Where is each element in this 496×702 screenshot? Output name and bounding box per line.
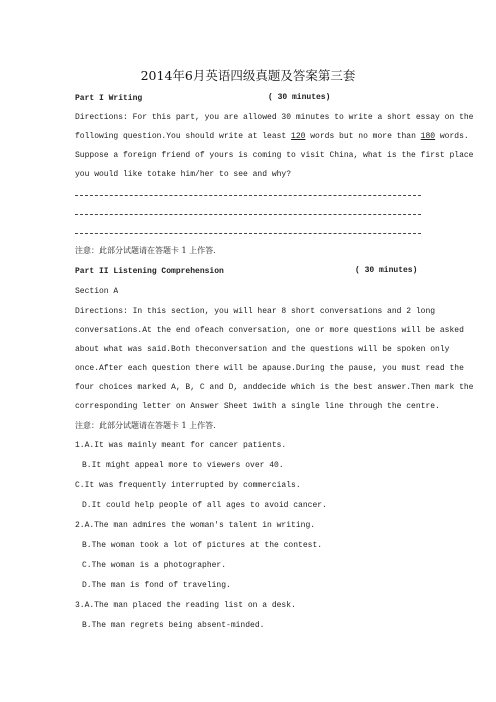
answer-line-3 [75, 233, 421, 234]
part2-directions-line4: once.After each question there will be apause.During the pause, you must read the [75, 364, 464, 373]
question-2-option-d: D.The man is fond of traveling. [82, 581, 231, 590]
question-3-option-b: B.The man regrets being absent-minded. [82, 621, 265, 630]
part2-note: 注意：此部分试题请在答题卡 1 上作答. [75, 421, 216, 430]
question-1-option-c: C.It was frequently interrupted by commercials. [75, 481, 301, 490]
part2-directions-line6: corresponding letter on Answer Sheet 1with a single line through the centre. [75, 402, 440, 411]
part2-heading: Part II Listening Comprehension [75, 267, 224, 276]
part2-directions-line5: four choices marked A, B, C and D, anddecide which is the best answer.Then mark the [75, 383, 474, 392]
question-1-option-d: D.It could help people of all ages to avoid cancer. [82, 501, 327, 510]
answer-line-2 [75, 214, 421, 215]
part2-directions-line2: conversations.At the end ofeach conversation, one or more questions will be asked [75, 326, 464, 335]
part1-time: ( 30 minutes) [268, 93, 331, 102]
part2-time: ( 30 minutes) [355, 266, 418, 275]
part2-directions-line1: Directions: In this section, you will hear 8 short conversations and 2 long [75, 307, 436, 316]
answer-line-1 [75, 195, 421, 196]
part1-note: 注意：此部分试题请在答题卡 1 上作答. [75, 246, 216, 255]
question-1-option-b: B.It might appeal more to viewers over 40. [82, 461, 284, 470]
question-3-option-a: 3.A.The man placed the reading list on a desk. [75, 601, 296, 610]
part1-heading: Part I Writing [75, 94, 143, 103]
part1-directions-line1: Directions: For this part, you are allowed 30 minutes to write a short essay on the [75, 113, 474, 122]
part1-directions-line3: Suppose a foreign friend of yours is coming to visit China, what is the first place [75, 151, 474, 160]
part1-directions-line2: following question.You should write at least 120 words but no more than 180 words. [75, 132, 469, 141]
question-2-option-c: C.The woman is a photographer. [82, 561, 227, 570]
part2-directions-line3: about what was said.Both theconversation and the questions will be spoken only [75, 345, 450, 354]
question-2-option-a: 2.A.The man admires the woman's talent in writing. [75, 521, 316, 530]
max-words: 180 [420, 132, 436, 141]
section-a-label: Section A [75, 287, 119, 296]
question-1-option-a: 1.A.It was mainly meant for cancer patients. [75, 441, 287, 450]
page-title: 2014年6月英语四级真题及答案第三套 [140, 68, 356, 83]
part1-directions-line4: you would like totake him/her to see and why? [75, 170, 292, 179]
question-2-option-b: B.The woman took a lot of pictures at the contest. [82, 541, 323, 550]
min-words: 120 [291, 132, 306, 141]
